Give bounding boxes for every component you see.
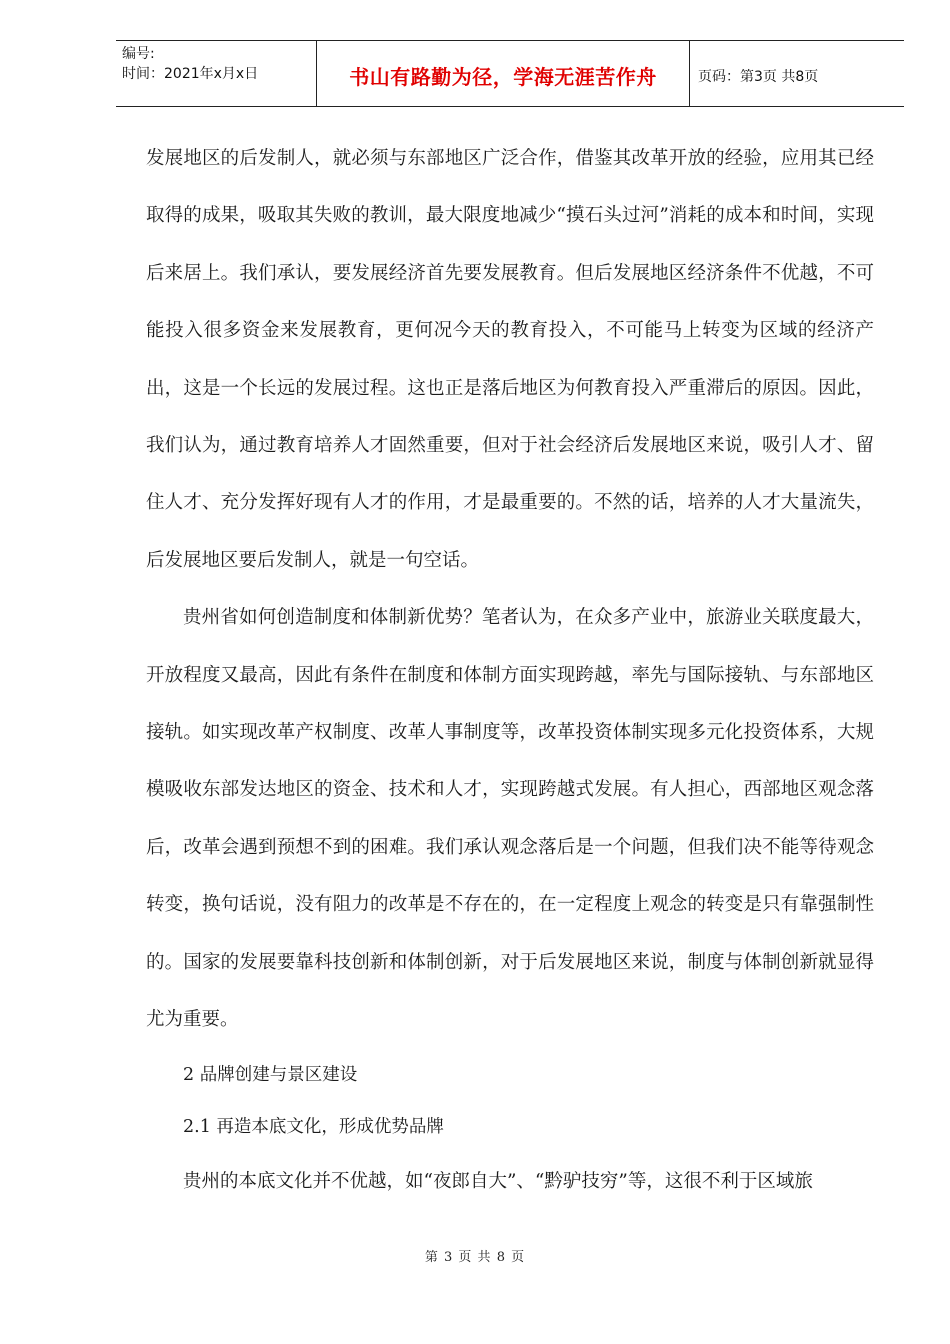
header-page-cell xyxy=(690,41,904,106)
header-motto-cell xyxy=(316,41,690,106)
body-paragraph: 贵州的本底文化并不优越，如“夜郎自大”、“黔驴技穷”等，这很不利于区域旅 xyxy=(183,1170,813,1192)
document-body xyxy=(146,130,874,1210)
body-paragraph: 发展地区的后发制人，就必须与东部地区广泛合作，借鉴其改革开放的经验，应用其已经取得的成果，吸取其失败的教训，最大限度地减少“摸石头过河”消耗的成本和时间，实现后来居上。我们承认，要发展经济首先要发展教育。但后发展地区经济条件不优越，不可能投入很多资金来发展教育，更何况今天的教育投入，不可能马上转变为区域的经济产出，这是一个长远的发展过程。这也正是落后地区为何教育投入严重滞后的原因。因此，我们认为，通过教育培养人才固然重要，但对于社会经济后发展地区来说，吸引人才、留住人才、充分发挥好现有人才的作用，才是最重要的。不然的话，培养的人才大量流失，后发展地区要后发制人，就是一句空话。 xyxy=(146,148,874,571)
header-motto: 书山有路勤为径，学海无涯苦作舟 xyxy=(349,65,657,89)
header-meta xyxy=(116,41,316,106)
document-number-label: 编号: xyxy=(122,46,155,62)
page-header xyxy=(116,40,904,107)
body-paragraph: 贵州省如何创造制度和体制新优势？笔者认为，在众多产业中，旅游业关联度最大，开放程度又最高，因此有条件在制度和体制方面实现跨越，率先与国际接轨、与东部地区接轨。如实现改革产权制度、改革人事制度等，改革投资体制实现多元化投资体系，大规模吸收东部发达地区的资金、技术和人才，实现跨越式发展。有人担心，西部地区观念落后，改革会遇到预想不到的困难。我们承认观念落后是一个问题，但我们决不能等待观念转变，换句话说，没有阻力的改革是不存在的，在一定程度上观念的转变是只有靠强制性的。国家的发展要靠科技创新和体制创新，对于后发展地区来说，制度与体制创新就显得尤为重要。 xyxy=(146,607,874,1031)
header-page-info: 页码：第3页 共8页 xyxy=(698,68,819,85)
page-footer: 第 3 页 共 8 页 xyxy=(424,1250,526,1265)
section-heading: 2 品牌创建与景区建设 xyxy=(183,1064,358,1085)
document-time-label: 时间：2021年x月x日 xyxy=(122,66,259,82)
subsection-heading: 2.1 再造本底文化，形成优势品牌 xyxy=(183,1116,444,1137)
